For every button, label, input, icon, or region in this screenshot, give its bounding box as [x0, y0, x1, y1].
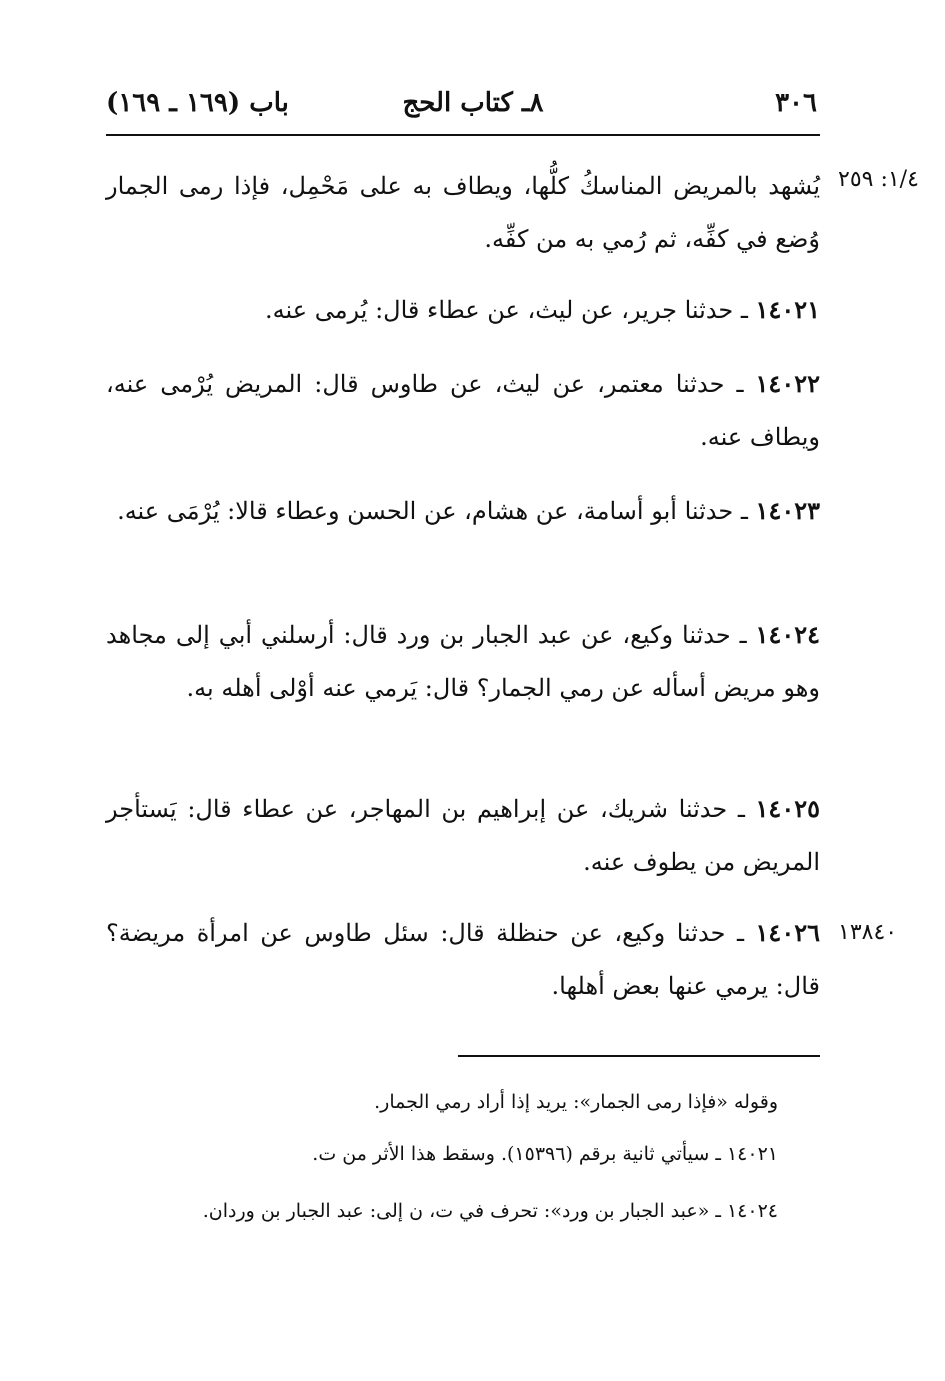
hadith-text: ـ حدثنا شريك، عن إبراهيم بن المهاجر، عن عطاء قال: يَستأجر المريض من يطوف عنه.: [106, 795, 820, 876]
hadith-text: ـ حدثنا أبو أسامة، عن هشام، عن الحسن وعطاء قالا: يُرْمَى عنه.: [117, 497, 748, 525]
hadith-number: ١٤٠٢٦: [755, 918, 820, 947]
margin-number: ١٣٨٤٠: [838, 920, 898, 945]
hadith-number: ١٤٠٢٥: [755, 794, 820, 823]
book-title: ٨ـ كتاب الحج: [402, 88, 544, 118]
hadith-14021: [106, 283, 820, 337]
footnote-3: ١٤٠٢٤ ـ «عبد الجبار بن ورد»: تحرف في ت، ن إلى: عبد الجبار بن وردان.: [202, 1200, 778, 1222]
hadith-text: ـ حدثنا معتمر، عن ليث، عن طاوس قال: المريض يُرْمى عنه، ويطاف عنه.: [106, 370, 820, 451]
hadith-text: ـ حدثنا جرير، عن ليث، عن عطاء قال: يُرمى عنه.: [265, 296, 748, 324]
paragraph-continuation: [106, 160, 820, 266]
hadith-number: ١٤٠٢٣: [755, 496, 820, 525]
margin-reference: ١/٤: ٢٥٩: [838, 167, 919, 192]
hadith-14025: [106, 782, 820, 889]
hadith-14024: [106, 608, 820, 715]
hadith-number: ١٤٠٢١: [755, 295, 820, 324]
footnote-2: ١٤٠٢١ ـ سيأتي ثانية برقم (١٥٣٩٦). وسقط هذا الأثر من ت.: [312, 1143, 778, 1165]
hadith-14026: [106, 906, 820, 1013]
header-rule: [106, 134, 820, 136]
hadith-text: ـ حدثنا وكيع، عن عبد الجبار بن ورد قال: أرسلني أبي إلى مجاهد وهو مريض أسأله عن رمي الجمار؟ قال: يَرمي عنه أوْلى أهله به.: [106, 621, 820, 702]
hadith-number: ١٤٠٢٤: [755, 620, 820, 649]
footnote-1: وقوله «فإذا رمى الجمار»: يريد إذا أراد رمي الجمار.: [374, 1091, 778, 1113]
hadith-number: ١٤٠٢٢: [755, 369, 820, 398]
hadith-text: ـ حدثنا وكيع، عن حنظلة قال: سئل طاوس عن امرأة مريضة؟ قال: يرمي عنها بعض أهلها.: [106, 919, 820, 1000]
hadith-14022: [106, 357, 820, 464]
chapter-title: باب (١٦٩ ـ ١٦٩): [106, 88, 289, 118]
footnote-rule: [458, 1055, 820, 1057]
paragraph-text: يُشهد بالمريض المناسكُ كلُّها، ويطاف به على مَحْمِل، فإذا رمى الجمار وُضع في كفِّه، ثم رُمي به من كفِّه.: [106, 172, 820, 253]
hadith-14023: [106, 484, 820, 538]
page-number: ٣٠٦: [775, 88, 817, 118]
